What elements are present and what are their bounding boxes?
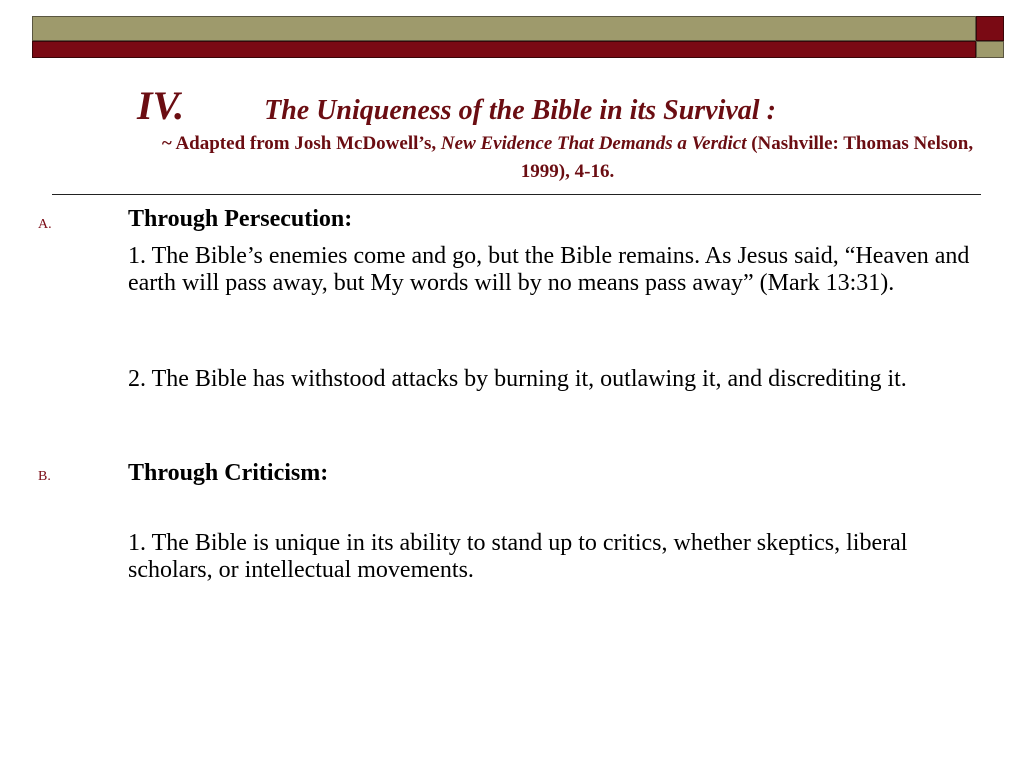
citation-suffix: (Nashville: Thomas Nelson, 1999), 4-16. — [520, 133, 974, 182]
section-a-point-1: 1. The Bible’s enemies come and go, but the Bible remains. As Jesus said, “Heaven and earth will pass away, but My words will by no means pass away” (Mark 13:31). — [128, 243, 970, 296]
citation-prefix: ~ Adapted from Josh McDowell’s, — [161, 133, 441, 154]
title-divider — [52, 194, 981, 195]
title-text: The Uniqueness of the Bible in its Survival : — [264, 95, 776, 126]
section-a-heading: Through Persecution: — [128, 206, 353, 232]
title-numeral: IV. — [137, 83, 185, 128]
header-olive-square — [976, 41, 1004, 58]
slide-title — [137, 82, 776, 129]
header-olive-bar — [32, 16, 976, 41]
header-maroon-bar — [32, 41, 976, 58]
section-a-marker: A. — [38, 217, 52, 232]
section-b-marker: B. — [38, 469, 51, 484]
source-citation — [150, 130, 985, 186]
citation-book-title: New Evidence That Demands a Verdict — [440, 133, 747, 154]
section-a-point-2: 2. The Bible has withstood attacks by burning it, outlawing it, and discrediting it. — [128, 366, 907, 392]
header-maroon-square — [976, 16, 1004, 41]
section-b-point-1: 1. The Bible is unique in its ability to stand up to critics, whether skeptics, liberal scholars, or intellectual movements. — [128, 530, 908, 583]
section-b-heading: Through Criticism: — [128, 460, 329, 486]
